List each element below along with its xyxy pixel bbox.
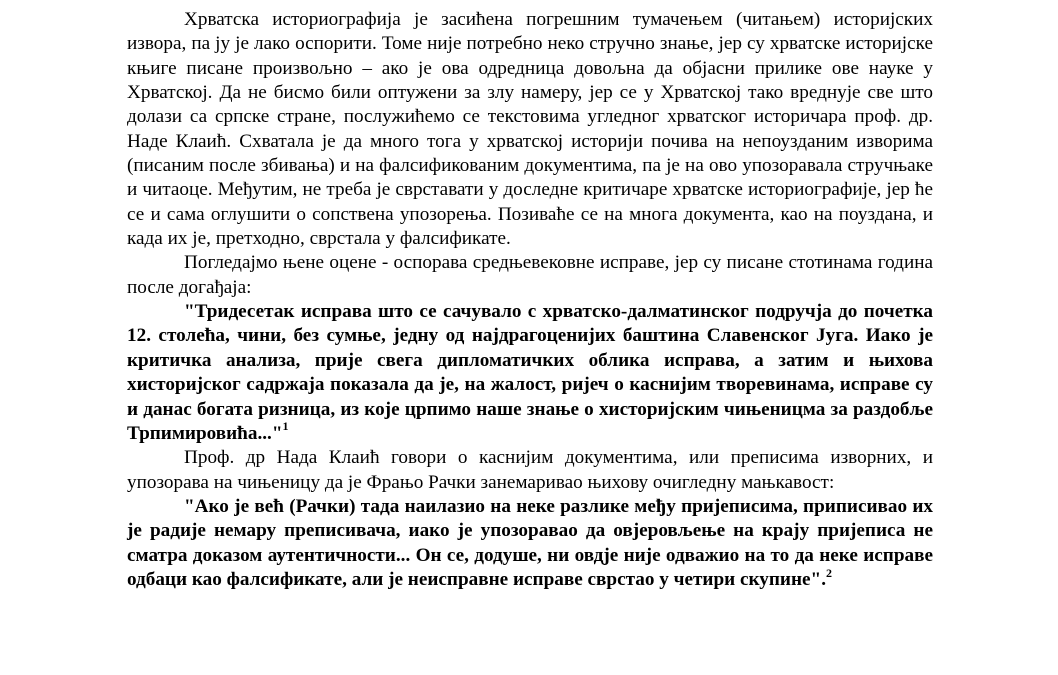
paragraph-later-documents (127, 446, 933, 495)
footnote-marker-2[interactable]: 2 (826, 565, 833, 580)
paragraph-assessment (127, 251, 933, 300)
block-quote-2-text: "Ако је већ (Рачки) тада наилазио на неке разлике међу пријеписима, приписивао их је радије немару преписивача, иако је упозоравао да овјеровљење на крају пријеписа не сматра доказом аутентичности... Он се, додуше, ни овдје није одважио на то да неке исправе одбаци као фалсификате, али је неисправне исправе сврстао у четири скупине". (127, 495, 933, 590)
footnote-marker-1[interactable]: 1 (282, 419, 289, 434)
document-page (127, 8, 933, 592)
block-quote-1-text: "Тридесетак исправа што се сачувало с хрватско-далматинског подручја до почетка 12. столећа, чини, без сумње, једну од најдрагоценијих баштина Славенског Југа. Иако је критичка анализа, прије свега дипломатичких облика исправа, а затим и њихова хисторијског садржаја показала да је, на жалост, ријеч о каснијим творевинама, исправе су и данас богата ризница, из које црпимо наше знање о хисторијским чињеницма за раздобље Трпимировића..." (127, 301, 933, 444)
paragraph-intro (127, 8, 933, 251)
paragraph-later-documents-text: Проф. др Нада Клаић говори о каснијим документима, или преписима изворних, и упозорава на чињеницу да је Фрањо Рачки занемаривао њихову очигледну мањкавост: (127, 447, 933, 493)
block-quote-2 (127, 495, 933, 592)
block-quote-1 (127, 300, 933, 446)
paragraph-intro-text: Хрватска историографија је засићена погрешним тумачењем (читањем) историјских извора, па ју је лако оспорити. Томе није потребно неко стручно знање, јер су хрватске историјске књиге писане произвољно – ако је ова одредница довољна да објасни прилике ове науке у Хрватској. Да не бисмо били оптужени за злу намеру, јер се у Хрватској тако вреднује све што долази са српске стране, послужићемо се текстовима угледног хрватског историчара проф. др. Наде Клаић. Схватала је да много тога у хрватској историји почива на непоузданим изворима (писаним после збивања) и на фалсификованим документима, па је на ово упозоравала стручњаке и читаоце. Међутим, не треба је сврставати у доследне критичаре хрватске историографије, јер ће се и сама оглушити о сопствена упозорења. Позиваће се на многа документа, као на поуздана, и када их је, претходно, сврстала у фалсификате. (127, 9, 933, 250)
paragraph-assessment-text: Погледајмо њене оцене - оспорава средњевековне исправе, јер су писане стотинама година после догађаја: (127, 252, 933, 298)
